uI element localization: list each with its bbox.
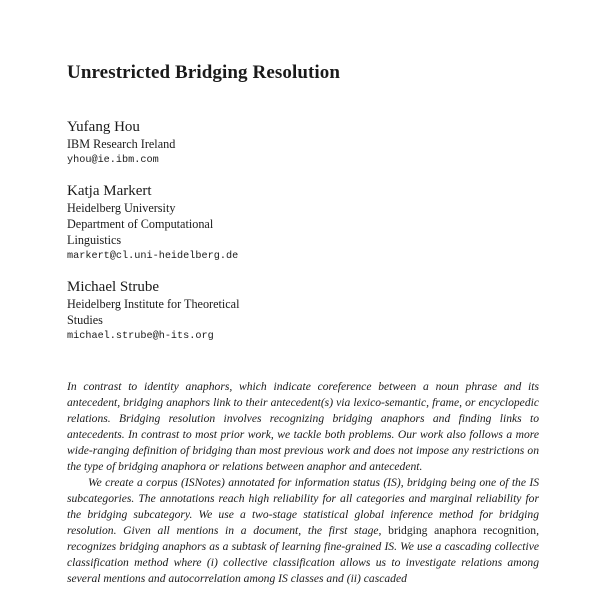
author-affiliation: Studies bbox=[67, 313, 103, 327]
abstract-text: , recognizes bridging anaphors as a subtask of learning fine-grained IS. We use a cascading collective classification method where (i) collective classification allows us to investigate relations among several mentions and autocorrelation among IS classes and (ii) cascaded bbox=[67, 524, 540, 585]
abstract-text: We create a corpus (ISNotes) annotated for information status (IS), bridging being one of the IS subcategories. The annotations reach high reliability for all categories and marginal reliability for the bridging subcategory. We use a two-stage statistical global inference method for bridging resolution. Given all mentions in a document, the first stage, bbox=[67, 476, 539, 537]
author-email: yhou@ie.ibm.com bbox=[67, 155, 159, 166]
author-name: Yufang Hou bbox=[67, 119, 140, 135]
author-name: Katja Markert bbox=[67, 183, 152, 199]
abstract-paragraph bbox=[67, 475, 539, 587]
author-affiliation: Heidelberg Institute for Theoretical bbox=[67, 297, 240, 311]
paper-title: Unrestricted Bridging Resolution bbox=[67, 62, 341, 83]
author-affiliation: Heidelberg University bbox=[67, 201, 176, 215]
author-block bbox=[67, 118, 175, 169]
abstract-emphasis: bridging anaphora recognition bbox=[388, 524, 537, 537]
author-affiliation: Linguistics bbox=[67, 233, 122, 247]
abstract bbox=[67, 379, 539, 587]
author-block bbox=[67, 182, 238, 265]
author-email: markert@cl.uni-heidelberg.de bbox=[67, 251, 239, 262]
author-block bbox=[67, 278, 239, 345]
author-email: michael.strube@h-its.org bbox=[67, 331, 214, 342]
author-affiliation: IBM Research Ireland bbox=[67, 137, 176, 151]
author-name: Michael Strube bbox=[67, 279, 160, 295]
author-affiliation: Department of Computational bbox=[67, 217, 214, 231]
abstract-paragraph: In contrast to identity anaphors, which indicate coreference between a noun phrase and its antecedent, bridging anaphors link to their antecedent(s) via lexico-semantic, frame, or encyclopedic relations. Bridging resolution involves recognizing bridging anaphors and finding links to antecedents. In contrast to most prior work, we tackle both problems. Our work also follows a more wide-ranging definition of bridging than most previous work and does not impose any restrictions on the type of bridging anaphora or relations between anaphor and antecedent. bbox=[67, 380, 539, 473]
